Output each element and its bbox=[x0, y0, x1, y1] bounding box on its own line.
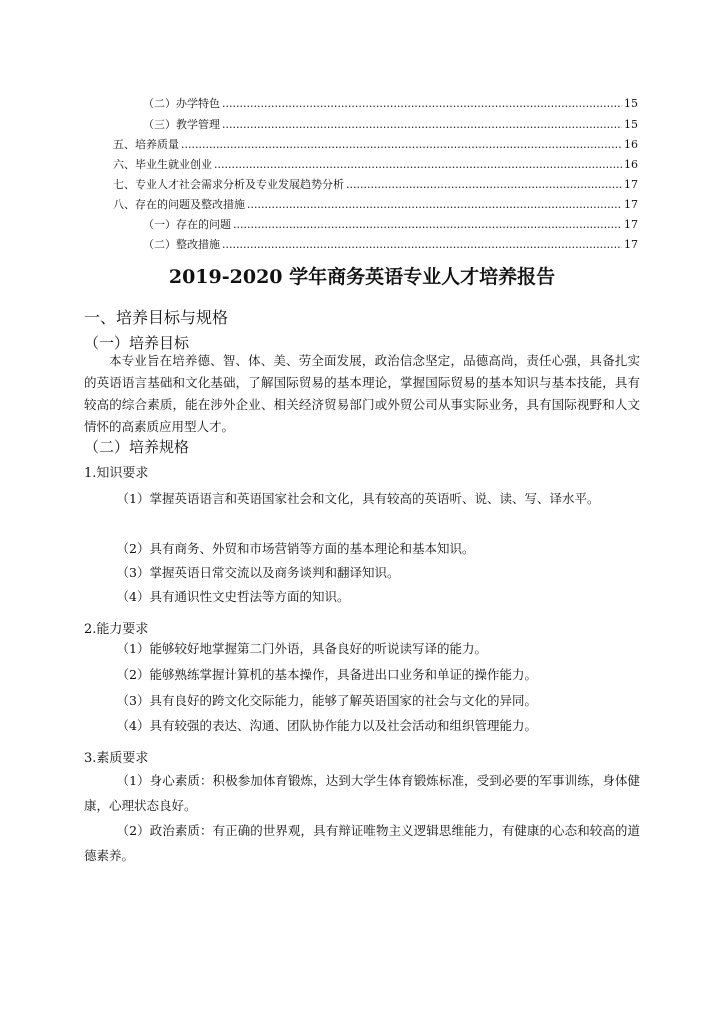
toc-entry[interactable] bbox=[113, 176, 638, 190]
subsection-heading: （一）培养目标 bbox=[84, 334, 190, 352]
toc-leader-dots bbox=[233, 218, 622, 231]
toc-entry-page: 17 bbox=[624, 238, 638, 251]
toc-leader-dots bbox=[222, 118, 622, 131]
requirement-item: （2）能够熟练掌握计算机的基本操作，具备进出口业务和单证的操作能力。 bbox=[116, 667, 537, 682]
requirement-item: （1）能够较好地掌握第二门外语，具备良好的听说读写译的能力。 bbox=[116, 641, 487, 656]
requirement-item: （2）政治素质：有正确的世界观，具有辩证唯物主义逻辑思维能力，有健康的心态和较高的道德素养。 bbox=[84, 823, 640, 863]
report-title: 2019-2020 学年商务英语专业人才培养报告 bbox=[168, 266, 556, 288]
requirement-item: （2）具有商务、外贸和市场营销等方面的基本理论和基本知识。 bbox=[116, 541, 475, 556]
toc-entry[interactable] bbox=[143, 95, 638, 109]
toc-entry-page: 16 bbox=[624, 158, 638, 171]
toc-leader-dots bbox=[214, 158, 622, 171]
requirement-heading: 3.素质要求 bbox=[84, 751, 149, 766]
toc-entry-label: 六、毕业生就业创业 bbox=[113, 158, 212, 171]
toc-entry[interactable] bbox=[143, 216, 638, 230]
toc-entry-label: 八、存在的问题及整改措施 bbox=[113, 198, 245, 211]
toc-entry[interactable] bbox=[113, 156, 638, 170]
subsection-heading: （二）培养规格 bbox=[84, 438, 190, 456]
toc-leader-dots bbox=[247, 198, 622, 211]
toc-leader-dots bbox=[222, 238, 622, 251]
toc-entry-label: （三）教学管理 bbox=[143, 118, 220, 131]
requirement-item: （3）具有良好的跨文化交际能力，能够了解英语国家的社会与文化的异同。 bbox=[116, 693, 537, 708]
requirement-heading: 1.知识要求 bbox=[84, 466, 149, 481]
toc-entry-label: （二）办学特色 bbox=[143, 97, 220, 110]
toc-entry[interactable] bbox=[143, 116, 638, 130]
toc-entry[interactable] bbox=[113, 196, 638, 210]
requirement-item: （1）掌握英语语言和英语国家社会和文化，具有较高的英语听、说、读、写、译水平。 bbox=[116, 491, 600, 506]
toc-entry-label: （二）整改措施 bbox=[143, 238, 220, 251]
toc-entry-label: 五、培养质量 bbox=[113, 138, 179, 151]
toc-entry[interactable] bbox=[113, 136, 638, 150]
requirement-item: （3）掌握英语日常交流以及商务谈判和翻译知识。 bbox=[116, 565, 400, 580]
toc-leader-dots bbox=[222, 97, 622, 110]
toc-entry-label: 七、专业人才社会需求分析及专业发展趋势分析 bbox=[113, 178, 344, 191]
section-heading: 一、培养目标与规格 bbox=[84, 308, 229, 327]
requirement-item: （4）具有较强的表达、沟通、团队协作能力以及社会活动和组织管理能力。 bbox=[116, 718, 537, 733]
toc-entry-page: 15 bbox=[624, 97, 638, 110]
toc-leader-dots bbox=[346, 178, 622, 191]
toc-entry[interactable] bbox=[143, 236, 638, 250]
requirement-item: （4）具有通识性文史哲法等方面的知识。 bbox=[116, 589, 350, 604]
toc-entry-page: 17 bbox=[624, 178, 638, 191]
toc-entry-page: 15 bbox=[624, 118, 638, 131]
toc-entry-page: 17 bbox=[624, 218, 638, 231]
training-goal-paragraph: 本专业旨在培养德、智、体、美、劳全面发展，政治信念坚定，品德高尚，责任心强，具备扎实的英语语言基础和文化基础，了解国际贸易的基本理论，掌握国际贸易的基本知识与基本技能，具有较高的综合素质，能在涉外企业、相关经济贸易部门或外贸公司从事实际业务，具有国际视野和人文情怀的高素质应用型人才。 bbox=[84, 353, 640, 434]
toc-leader-dots bbox=[181, 138, 622, 151]
requirement-heading: 2.能力要求 bbox=[84, 622, 149, 637]
toc-entry-label: （一）存在的问题 bbox=[143, 218, 231, 231]
toc-entry-page: 16 bbox=[624, 138, 638, 151]
requirement-item: （1）身心素质：积极参加体育锻炼，达到大学生体育锻炼标准，受到必要的军事训练，身体健康，心理状态良好。 bbox=[84, 773, 640, 813]
toc-entry-page: 17 bbox=[624, 198, 638, 211]
